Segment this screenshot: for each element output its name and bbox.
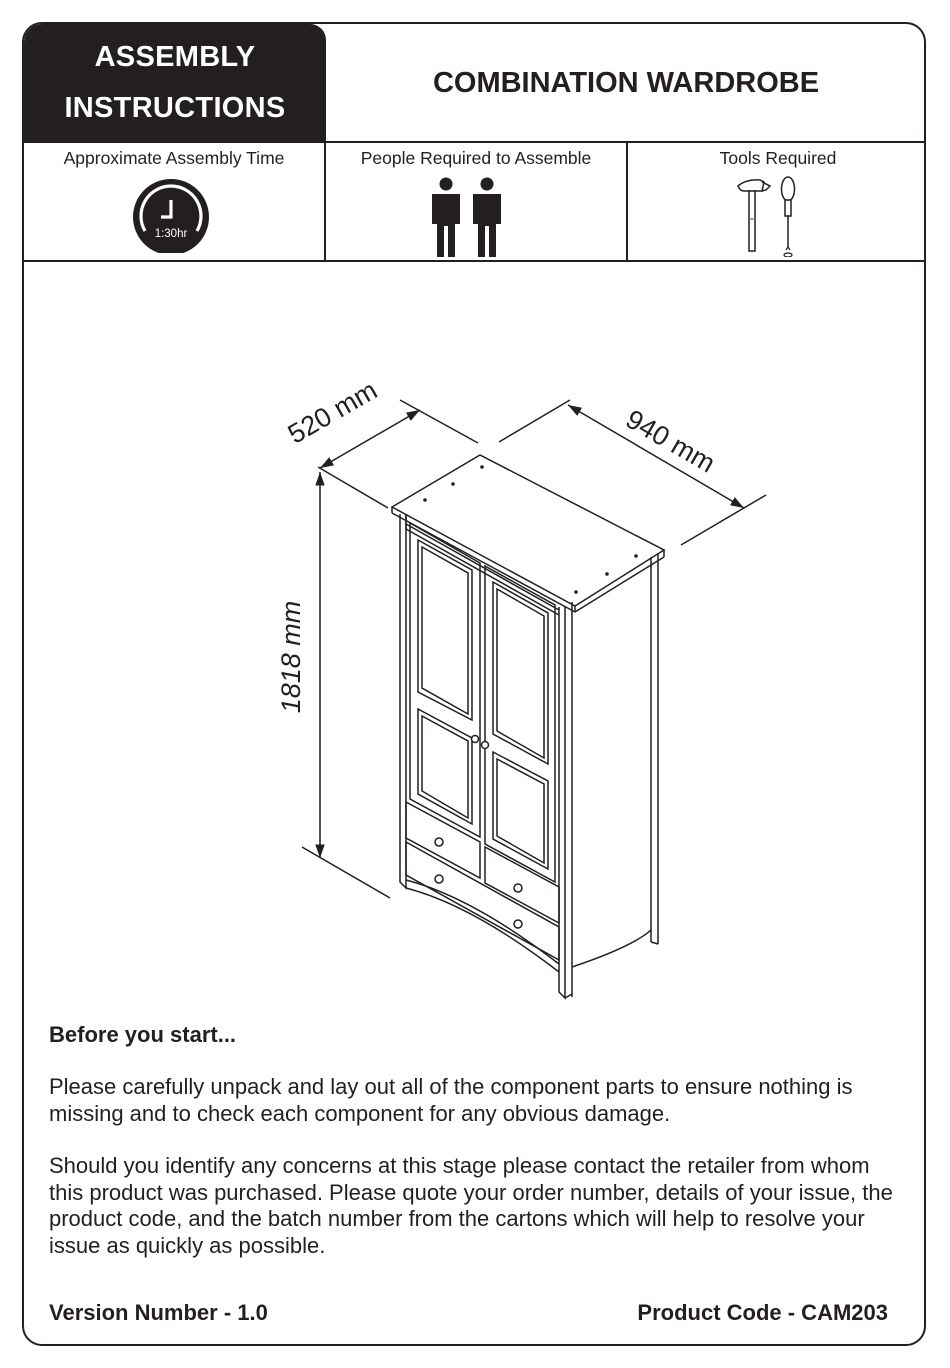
tools-required-label: Tools Required (719, 148, 837, 168)
before-you-start-section (49, 1022, 909, 1259)
width-dimension-label: 940 mm (620, 403, 721, 479)
badge-line-2: INSTRUCTIONS (64, 92, 286, 124)
people-required-label: People Required to Assemble (360, 148, 592, 168)
product-code: Product Code - CAM203 (637, 1300, 888, 1325)
instruction-page-frame (22, 22, 926, 1346)
assembly-time-label: Approximate Assembly Time (63, 148, 285, 168)
product-title: COMBINATION WARDROBE (432, 66, 820, 99)
section-heading: Before you start... (49, 1022, 237, 1047)
height-dimension-label: 1818 mm (276, 600, 306, 714)
badge-line-1: ASSEMBLY (94, 41, 256, 73)
assembly-time-value: 1:30hr (154, 228, 188, 240)
version-number: Version Number - 1.0 (49, 1300, 268, 1325)
depth-dimension-label: 520 mm (282, 374, 383, 450)
contact-paragraph: Should you identify any concerns at this stage please contact the retailer from whom this product was purchased. Please quote your order number, details of your issue, the product code, and the batch number from the cartons which will help to resolve your issue as quickly as possible. (49, 1153, 893, 1258)
intro-paragraph: Please carefully unpack and lay out all of the component parts to ensure nothing is missing and to check each component for any obvious damage. (49, 1074, 853, 1126)
